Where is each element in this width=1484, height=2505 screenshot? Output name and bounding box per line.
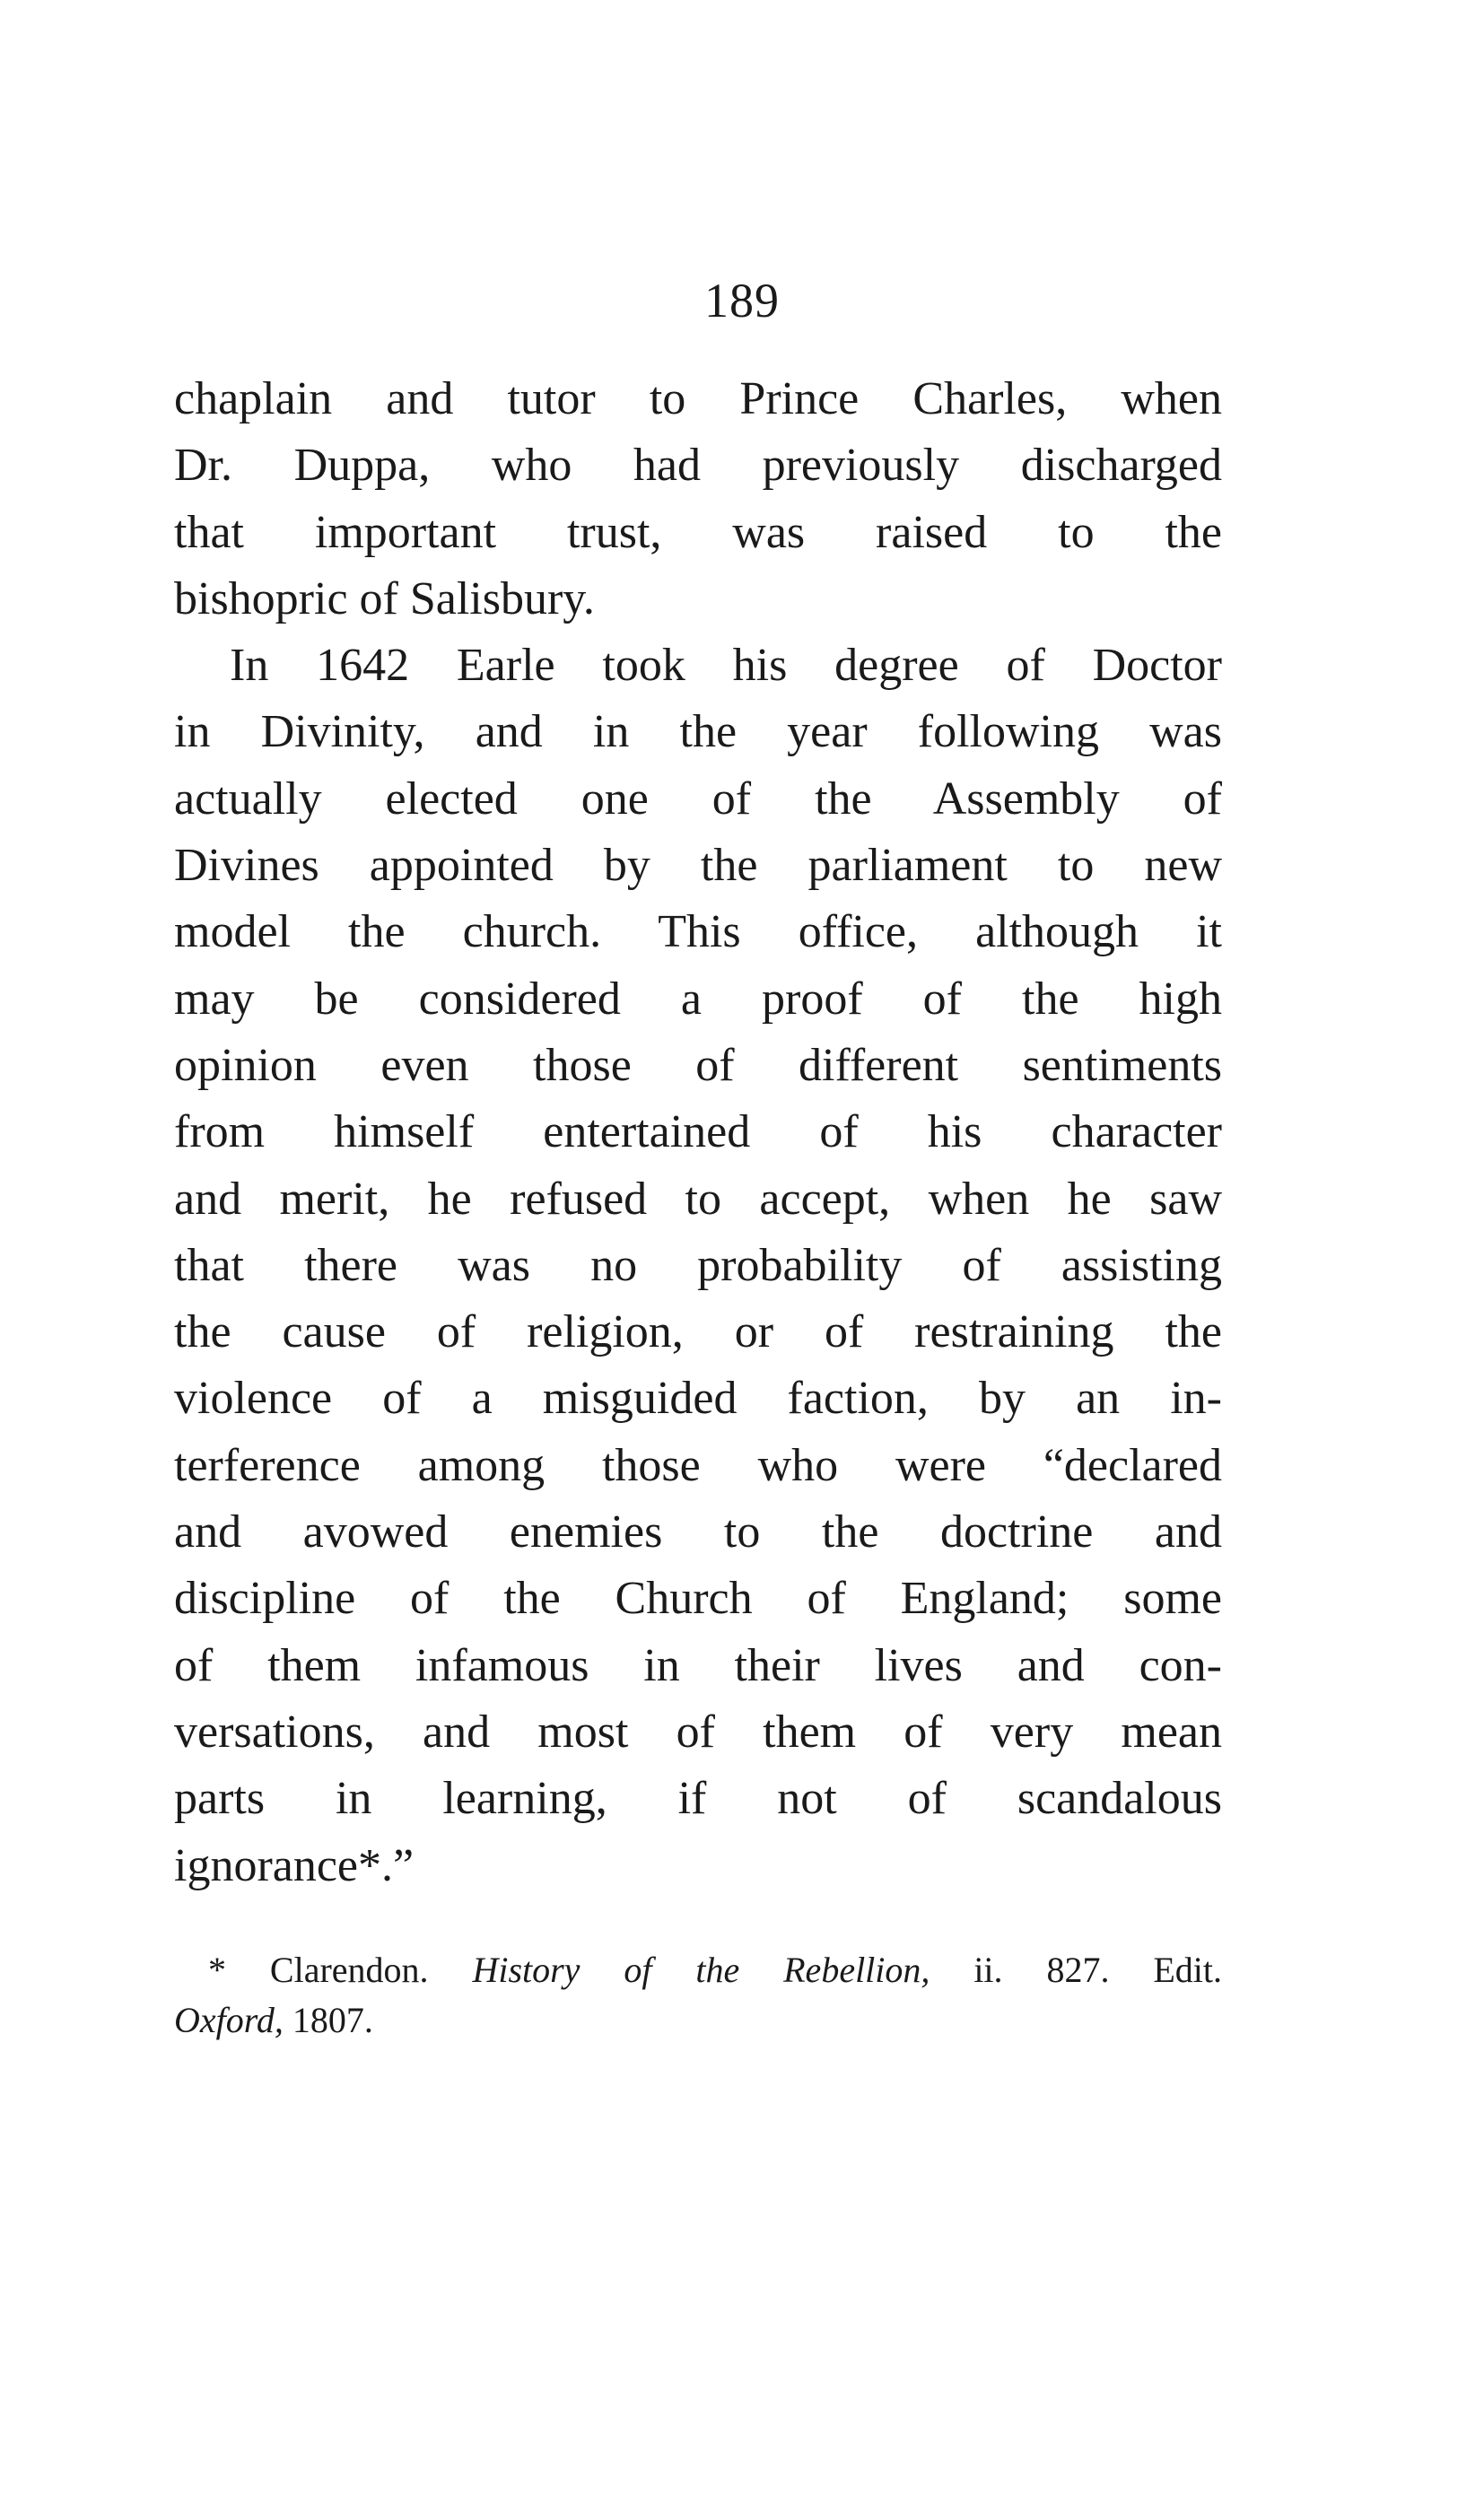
text-line: versations, and most of them of very mean: [174, 1706, 1222, 1758]
footnote-title: History of the Rebellion,: [472, 1950, 930, 1990]
text-line: opinion even those of different sentiments: [174, 1039, 1222, 1091]
page-number: 189: [704, 274, 780, 327]
text-line: terference among those who were “declared: [174, 1439, 1222, 1491]
text-line: model the church. This office, although it: [174, 906, 1222, 958]
footnote-place: Oxford,: [174, 2000, 284, 2040]
text-line: that there was no probability of assisting: [174, 1239, 1222, 1291]
text-line: parts in learning, if not of scandalous: [174, 1773, 1222, 1825]
text-line: may be considered a proof of the high: [174, 973, 1222, 1025]
footnote-line: [174, 1995, 1222, 2046]
text-line: chaplain and tutor to Prince Charles, when: [174, 373, 1222, 424]
text-line: discipline of the Church of England; some: [174, 1573, 1222, 1625]
text-line: from himself entertained of his character: [174, 1106, 1222, 1158]
footnote-year: 1807.: [292, 2000, 373, 2040]
footnote: [174, 1945, 1222, 2046]
text-line: Dr. Duppa, who had previously discharged: [174, 440, 1222, 492]
text-line: and avowed enemies to the doctrine and: [174, 1506, 1222, 1558]
text-line: in Divinity, and in the year following was: [174, 706, 1222, 758]
text-line: actually elected one of the Assembly of: [174, 772, 1222, 825]
text-line: bishopric of Salisbury.: [174, 572, 595, 624]
text-line: the cause of religion, or of restraining the: [174, 1306, 1222, 1358]
footnote-line: [174, 1945, 1222, 1995]
text-line: and merit, he refused to accept, when he saw: [174, 1173, 1222, 1225]
text-line: of them infamous in their lives and con-: [174, 1639, 1222, 1691]
footnote-marker: * Clarendon.: [208, 1950, 429, 1990]
footnote-reference: ii. 827. Edit.: [973, 1950, 1223, 1990]
text-line: violence of a misguided faction, by an in-: [174, 1373, 1222, 1425]
body-text: [174, 366, 1222, 1899]
paragraph-first-line: In 1642 Earle took his degree of Doctor: [230, 640, 1222, 692]
text-line: that important trust, was raised to the: [174, 506, 1222, 558]
text-line: ignorance*.”: [174, 1839, 415, 1891]
text-line: Divines appointed by the parliament to new: [174, 840, 1222, 892]
